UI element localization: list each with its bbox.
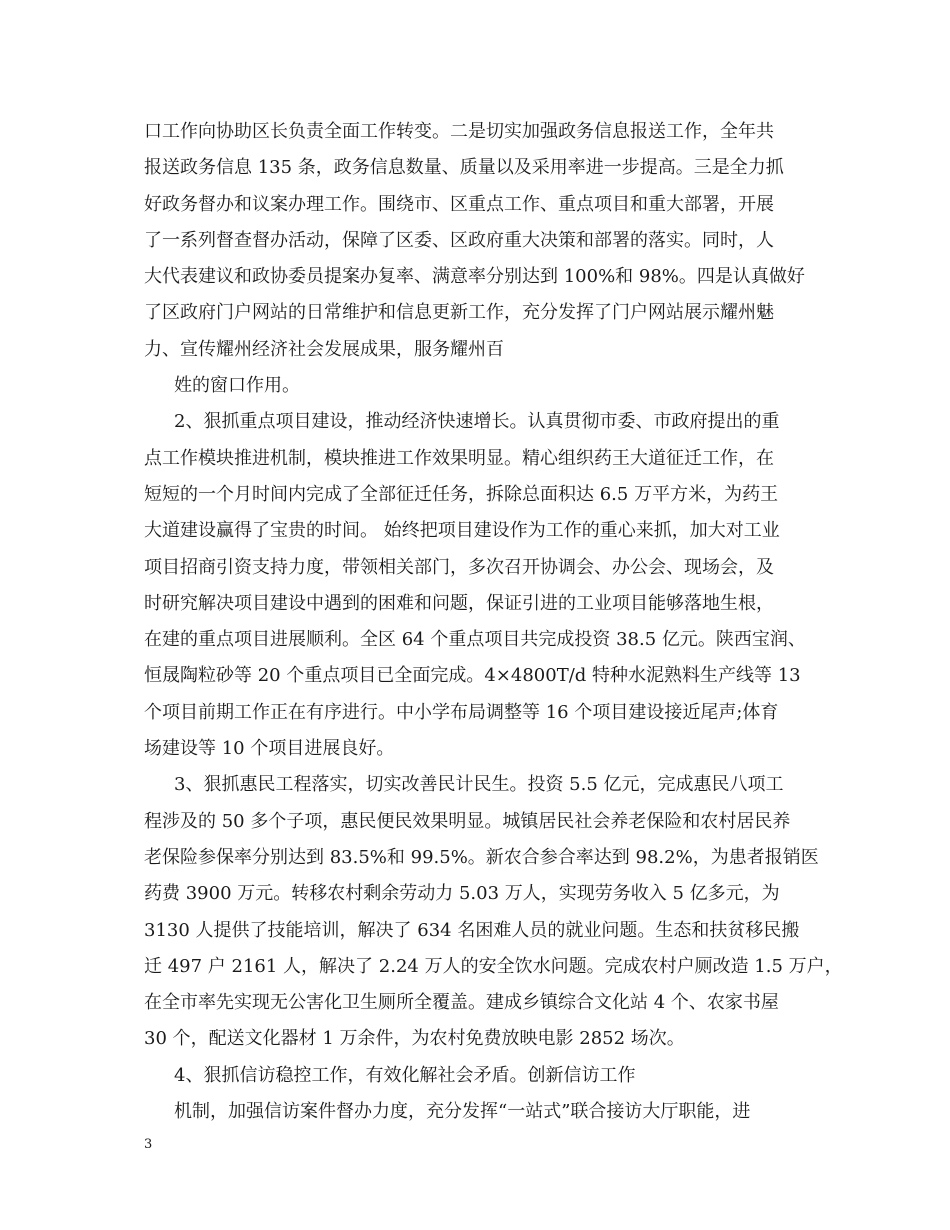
text-line: 在全市率先实现无公害化卫生厕所全覆盖。建成乡镇综合文化站 4 个、农家书屋 <box>144 992 779 1014</box>
text-line: 程涉及的 50 多个子项，惠民便民效果明显。城镇居民社会养老保险和农村居民养 <box>144 810 791 832</box>
text-line: 机制，加强信访案件督办力度，充分发挥“一站式”联合接访大厅职能，进 <box>174 1101 751 1123</box>
text-line: 项目招商引资支持力度，带领相关部门，多次召开协调会、办公会、现场会，及 <box>144 556 774 578</box>
text-line: 大道建设赢得了宝贵的时间。 始终把项目建设作为工作的重心来抓，加大对工业 <box>144 520 780 542</box>
text-line: 好政务督办和议案办理工作。围绕市、区重点工作、重点项目和重大部署，开展 <box>144 193 774 215</box>
text-line: 口工作向协助区长负责全面工作转变。二是切实加强政务信息报送工作，全年共 <box>144 121 774 142</box>
text-line: 场建设等 10 个项目进展良好。 <box>144 738 395 760</box>
text-line: 了区政府门户网站的日常维护和信息更新工作，充分发挥了门户网站展示耀州魅 <box>144 302 774 324</box>
paragraph-3-start: 3、狠抓惠民工程落实，切实改善民计民生。投资 5.5 亿元，完成惠民八项工 <box>174 774 784 796</box>
text-line: 恒晟陶粒砂等 20 个重点项目已全面完成。4×4800T/d 特种水泥熟料生产线等 13 <box>144 665 801 687</box>
text-line: 时研究解决项目建设中遇到的困难和问题，保证引进的工业项目能够落地生根， <box>144 592 774 614</box>
text-line: 3130 人提供了技能培训，解决了 634 名困难人员的就业问题。生态和扶贫移民搬 <box>144 919 800 941</box>
page-number: 3 <box>144 1137 153 1152</box>
text-line: 力、宣传耀州经济社会发展成果，服务耀州百 <box>144 338 504 360</box>
text-line: 报送政务信息 135 条，政务信息数量、质量以及采用率进一步提高。三是全力抓 <box>144 157 784 179</box>
paragraph-4-start: 4、狠抓信访稳控工作，有效化解社会矛盾。创新信访工作 <box>174 1064 636 1086</box>
paragraph-2-start: 2、狠抓重点项目建设，推动经济快速增长。认真贯彻市委、市政府提出的重 <box>174 411 780 433</box>
text-line: 个项目前期工作正在有序进行。中小学布局调整等 16 个项目建设接近尾声;体育 <box>144 701 779 723</box>
text-line: 短短的一个月时间内完成了全部征迁任务，拆除总面积达 6.5 万平方米，为药王 <box>144 483 779 505</box>
text-line: 老保险参保率分别达到 83.5%和 99.5%。新农合参合率达到 98.2%，为患者报销医 <box>144 846 819 868</box>
text-line: 30 个，配送文化器材 1 万余件，为农村免费放映电影 2852 场次。 <box>144 1028 685 1050</box>
text-line: 姓的窗口作用。 <box>174 375 300 397</box>
text-line: 点工作模块推进机制，模块推进工作效果明显。精心组织药王大道征迁工作，在 <box>144 447 774 469</box>
text-line: 迁 497 户 2161 人，解决了 2.24 万人的安全饮水问题。完成农村户厕改造 1.5 万户， <box>144 955 843 977</box>
text-line: 药费 3900 万元。转移农村剩余劳动力 5.03 万人，实现劳务收入 5 亿多元，为 <box>144 883 780 905</box>
text-line: 大代表建议和政协委员提案办复率、满意率分别达到 100%和 98%。四是认真做好 <box>144 266 805 288</box>
document-body <box>144 114 843 1130</box>
text-line: 了一系列督查督办活动，保障了区委、区政府重大决策和部署的落实。同时，人 <box>144 229 774 251</box>
text-line: 在建的重点项目进展顺利。全区 64 个重点项目共完成投资 38.5 亿元。陕西宝润、 <box>144 629 806 651</box>
